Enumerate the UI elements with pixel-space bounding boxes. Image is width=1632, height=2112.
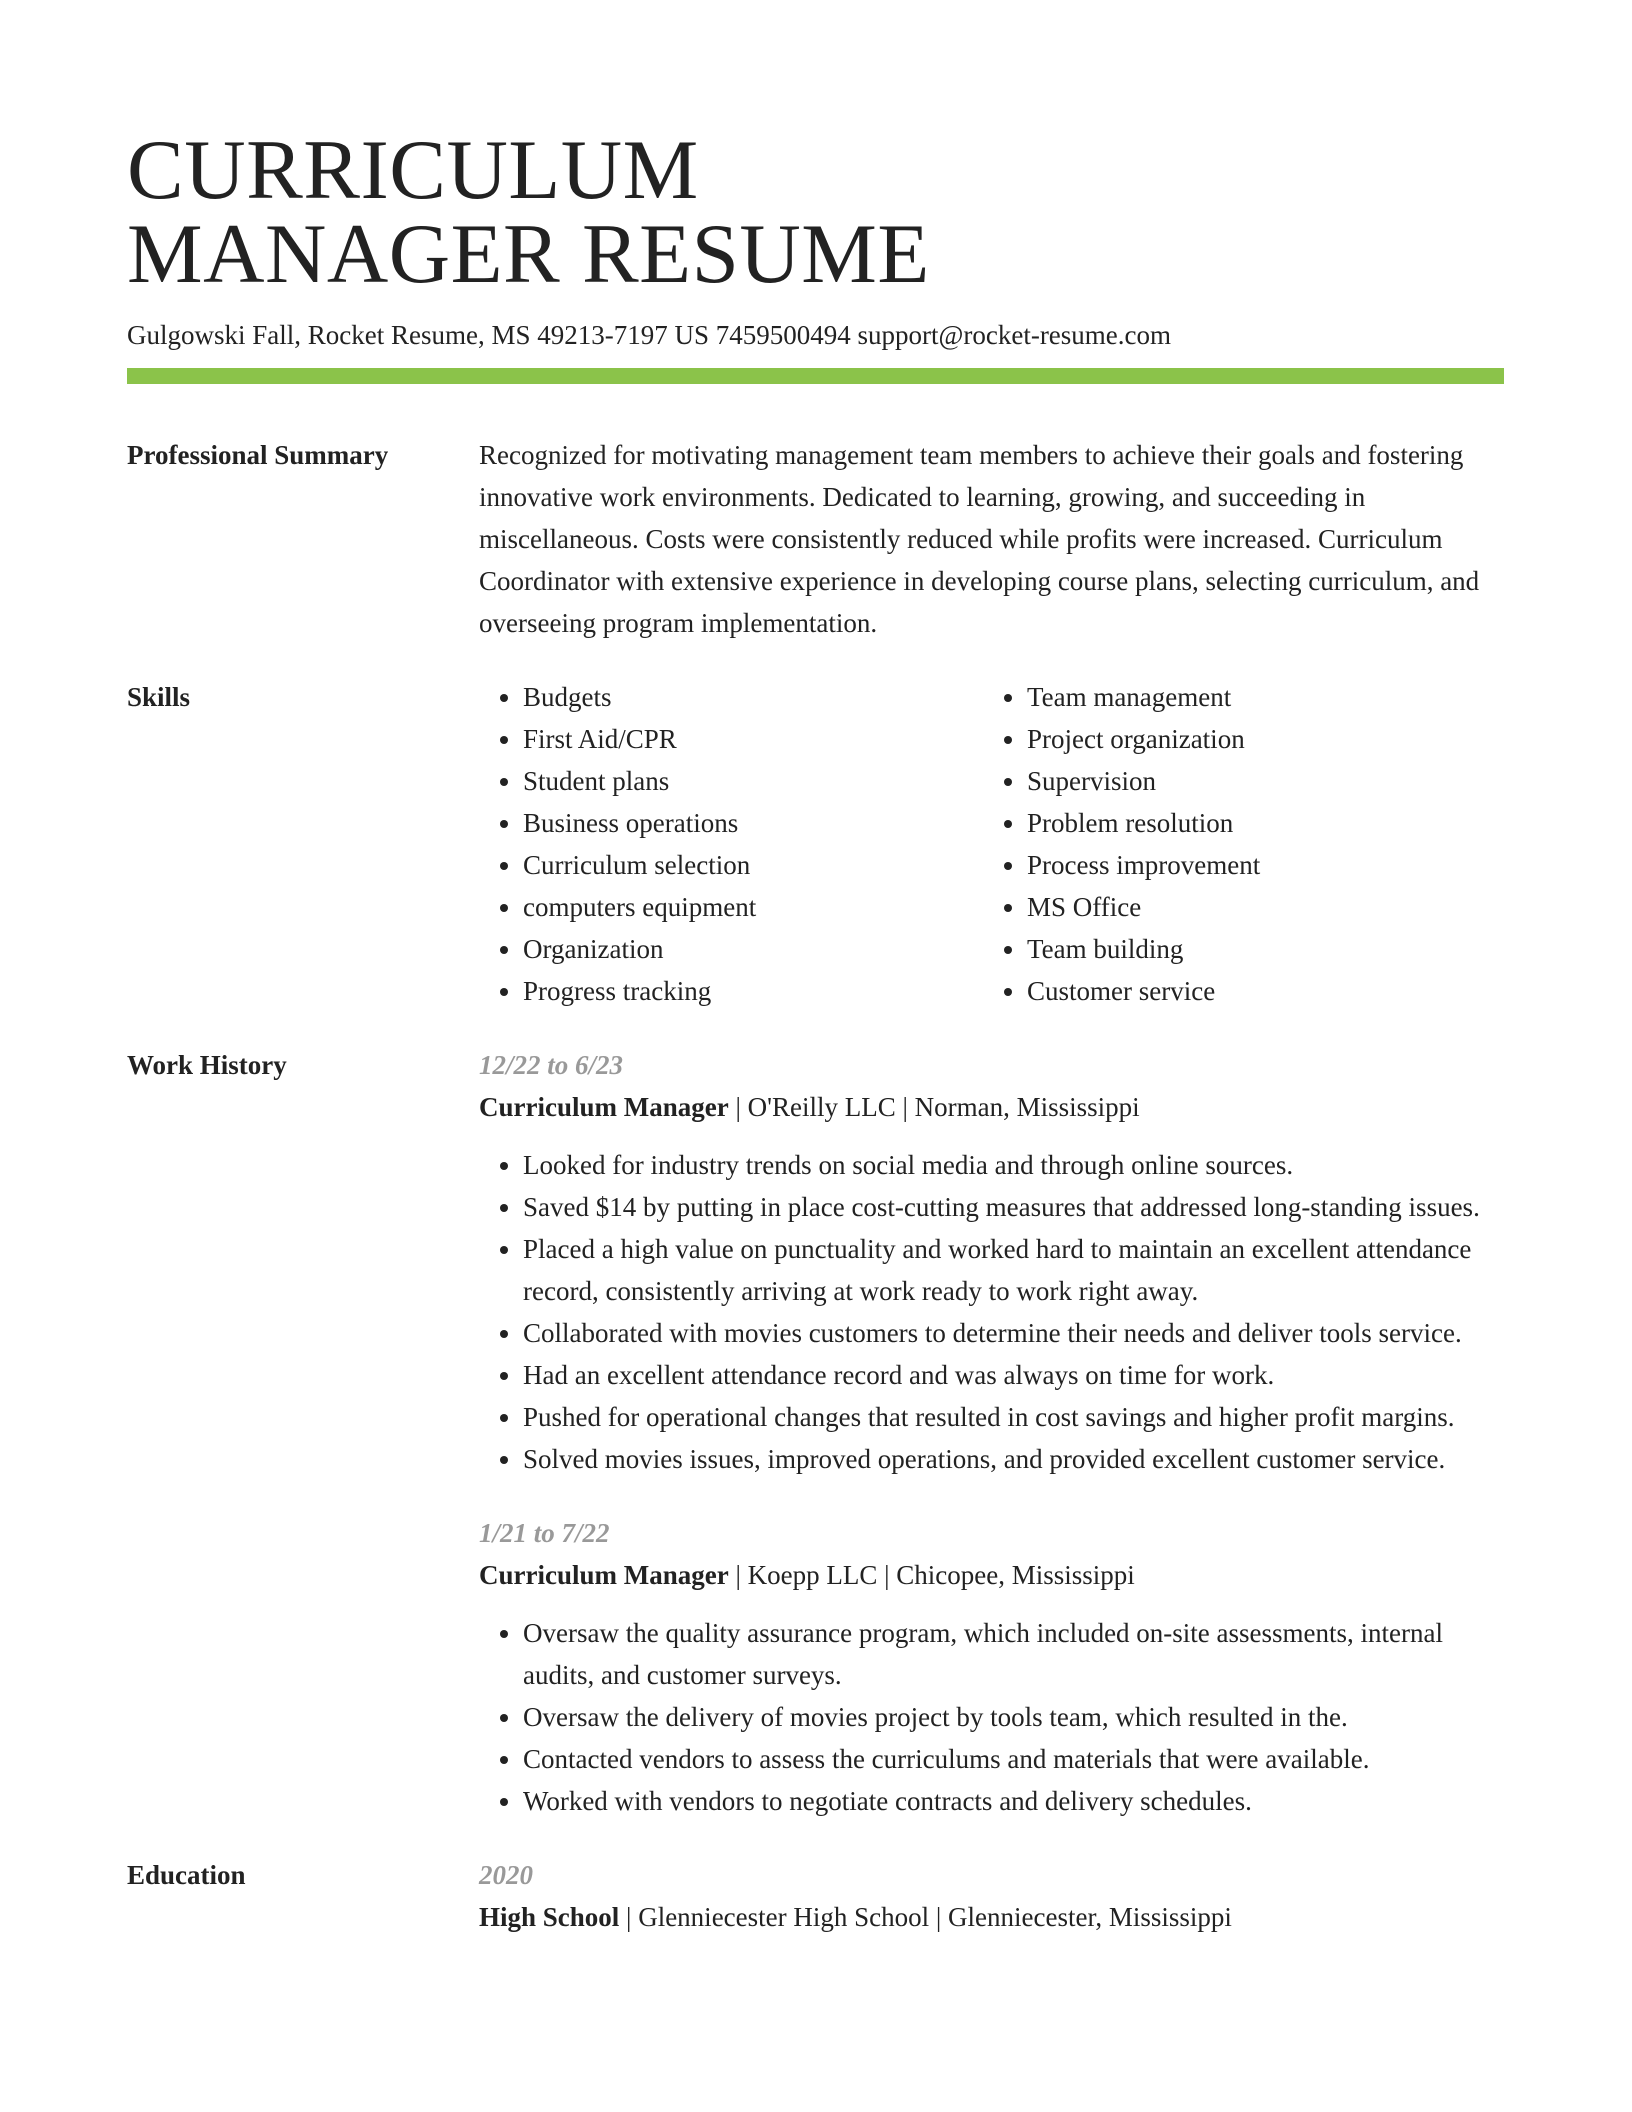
skill-item: • Business operations <box>523 802 983 844</box>
skill-item: • Progress tracking <box>523 970 983 1012</box>
job-bullet: • Worked with vendors to negotiate contracts and delivery schedules. <box>523 1780 1504 1822</box>
skills-column-left <box>479 676 983 1012</box>
skill-item: • First Aid/CPR <box>523 718 983 760</box>
education-section <box>127 1854 1504 1938</box>
work-history-section <box>127 1044 1504 1822</box>
resume-title <box>127 123 1504 301</box>
job-employer-location: | O'Reilly LLC | Norman, Mississippi <box>728 1092 1140 1122</box>
job-entry <box>479 1512 1504 1822</box>
education-year: 2020 <box>479 1860 533 1890</box>
skill-item: • computers equipment <box>523 886 983 928</box>
job-entry <box>479 1044 1504 1480</box>
job-bullet: • Looked for industry trends on social media and through online sources. <box>523 1144 1504 1186</box>
job-bullet: • Solved movies issues, improved operations, and provided excellent customer service. <box>523 1438 1504 1480</box>
job-title: Curriculum Manager <box>479 1560 729 1590</box>
job-dates: 1/21 to 7/22 <box>479 1518 610 1548</box>
skill-item: • Process improvement <box>1027 844 1487 886</box>
job-bullet: • Oversaw the quality assurance program, which included on-site assessments, internal audits, and customer surveys. <box>523 1612 1504 1696</box>
skill-item: • Curriculum selection <box>523 844 983 886</box>
job-employer-location: | Koepp LLC | Chicopee, Mississippi <box>728 1560 1135 1590</box>
job-bullet: • Contacted vendors to assess the curriculums and materials that were available. <box>523 1738 1504 1780</box>
skill-item: • Project organization <box>1027 718 1487 760</box>
header-divider <box>127 368 1504 384</box>
job-role-line <box>479 1086 1504 1128</box>
section-label-work: Work History <box>127 1050 287 1080</box>
job-bullet: • Placed a high value on punctuality and worked hard to maintain an excellent attendance record, consistently arriving at work ready to work right away. <box>523 1228 1504 1312</box>
resume-title-line-2: MANAGER RESUME <box>127 207 930 301</box>
job-bullet: • Pushed for operational changes that resulted in cost savings and higher profit margins. <box>523 1396 1504 1438</box>
skill-item: • Supervision <box>1027 760 1487 802</box>
skill-item: • Student plans <box>523 760 983 802</box>
section-label-skills: Skills <box>127 682 191 712</box>
resume-page <box>127 123 1504 1938</box>
education-line <box>479 1896 1504 1938</box>
skills-list-left <box>479 676 983 1012</box>
skills-list-right <box>983 676 1487 1012</box>
job-dates: 12/22 to 6/23 <box>479 1050 624 1080</box>
skill-item: • Problem resolution <box>1027 802 1487 844</box>
skill-item: • Customer service <box>1027 970 1487 1012</box>
job-bullet: • Had an excellent attendance record and was always on time for work. <box>523 1354 1504 1396</box>
job-bullet: • Oversaw the delivery of movies project by tools team, which resulted in the. <box>523 1696 1504 1738</box>
resume-title-line-1: CURRICULUM <box>127 123 699 217</box>
skill-item: • Organization <box>523 928 983 970</box>
skills-columns <box>479 676 1504 1012</box>
job-bullet-list <box>479 1612 1504 1822</box>
education-school-location: | Glenniecester High School | Glenniecester, Mississippi <box>619 1902 1232 1932</box>
job-role-line <box>479 1554 1504 1596</box>
education-degree: High School <box>479 1902 620 1932</box>
skills-section <box>127 676 1504 1012</box>
work-history-content <box>479 1044 1504 1822</box>
contact-info: Gulgowski Fall, Rocket Resume, MS 49213-7197 US 7459500494 support@rocket-resume.com <box>127 320 1172 350</box>
skill-item: • Budgets <box>523 676 983 718</box>
job-title: Curriculum Manager <box>479 1092 729 1122</box>
skill-item: • MS Office <box>1027 886 1487 928</box>
skills-column-right <box>983 676 1487 1012</box>
education-content <box>479 1854 1504 1938</box>
job-bullet: • Collaborated with movies customers to determine their needs and deliver tools service. <box>523 1312 1504 1354</box>
summary-text: Recognized for motivating management team members to achieve their goals and fostering innovative work environments. Dedicated to learning, growing, and succeeding in miscellaneous. Costs were consistently reduced while profits were increased. Curriculum Coordinator with extensive experience in developing course plans, selecting curriculum, and overseeing program implementation. <box>479 440 1480 638</box>
job-bullet: • Saved $14 by putting in place cost-cutting measures that addressed long-standing issues. <box>523 1186 1504 1228</box>
section-label-education: Education <box>127 1860 246 1890</box>
skill-item: • Team management <box>1027 676 1487 718</box>
skill-item: • Team building <box>1027 928 1487 970</box>
job-bullet-list <box>479 1144 1504 1480</box>
section-label-summary: Professional Summary <box>127 440 389 470</box>
professional-summary-section <box>127 434 1504 644</box>
